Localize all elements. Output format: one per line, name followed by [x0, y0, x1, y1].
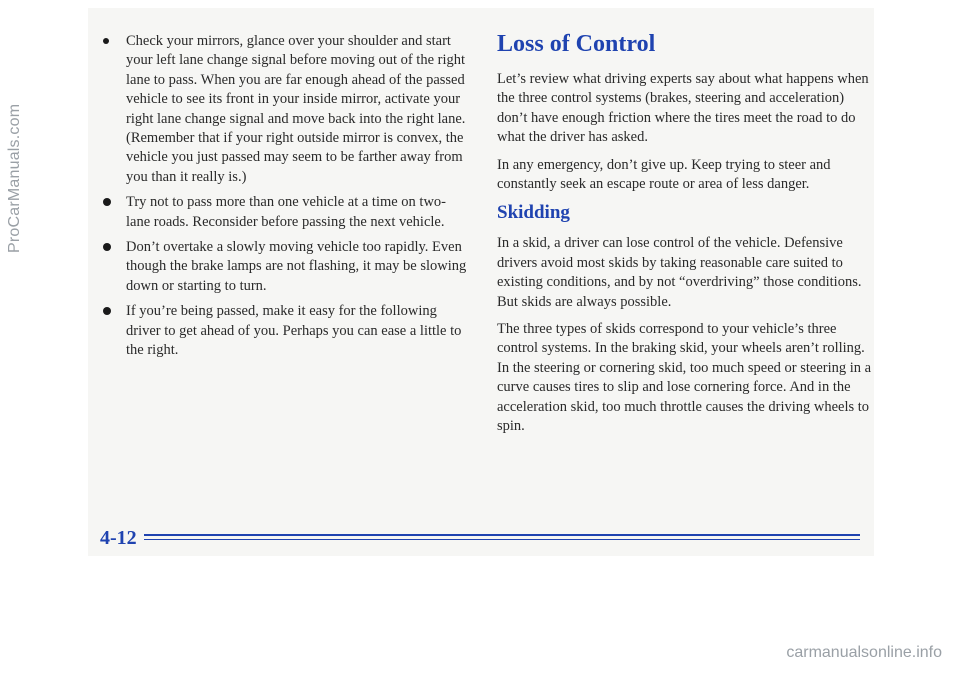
bullet-icon [103, 307, 111, 315]
bullet-text: Check your mirrors, glance over your shoulder and start your left lane change signal before moving out of the right lane to pass. When you are far enough ahead of the passed vehicle to see its front in your inside mirror, activate your right lane change signal and move back into the right lane. (Remember that if your right outside mirror is convex, the vehicle you just passed may seem to be farther away from you than it really is.) [126, 33, 466, 185]
body-paragraph: In any emergency, don’t give up. Keep trying to steer and constantly seek an escape route or area of less danger. [497, 156, 831, 193]
body-paragraph: Let’s review what driving experts say about what happens when the three control systems (brakes, steering and acceleration) don’t have enough friction where the tires meet the road to do what the driver has asked. [497, 71, 869, 146]
bullet-icon [103, 243, 111, 251]
bullet-item [100, 32, 470, 187]
bullet-text: Don’t overtake a slowly moving vehicle too rapidly. Even though the brake lamps are not flashing, it may be slowing down or starting to turn. [126, 239, 467, 294]
bullet-icon [103, 38, 109, 44]
subsection-title: Skidding [497, 202, 570, 224]
footer-rule [144, 534, 860, 536]
bullet-text: If you’re being passed, make it easy for the following driver to get ahead of you. Perhaps you can ease a little to the right. [126, 303, 462, 359]
side-watermark: ProCarManuals.com [6, 103, 23, 253]
body-paragraph: In a skid, a driver can lose control of the vehicle. Defensive drivers avoid most skids by taking reasonable care suited to existing conditions, and by not “overdriving” those conditions. But skids are always possible. [497, 235, 862, 310]
bullet-item [100, 302, 470, 360]
body-paragraph: The three types of skids correspond to your vehicle’s three control systems. In the braking skid, your wheels aren’t rolling. In the steering or cornering skid, too much speed or steering in a curve causes tires to slip and lose cornering force. And in the acceleration skid, too much throttle causes the driving wheels to spin. [497, 321, 872, 435]
bullet-item [100, 238, 470, 296]
bullet-item [100, 193, 470, 232]
bullet-text: Try not to pass more than one vehicle at a time on two-lane roads. Reconsider before passing the next vehicle. [126, 194, 447, 230]
page-number: 4-12 [100, 527, 137, 549]
left-column [100, 32, 470, 367]
footer-rule-thin [144, 539, 860, 540]
bullet-icon [103, 198, 111, 206]
bottom-watermark: carmanualsonline.info [786, 644, 942, 661]
right-column [497, 30, 877, 445]
section-title: Loss of Control [497, 31, 656, 57]
